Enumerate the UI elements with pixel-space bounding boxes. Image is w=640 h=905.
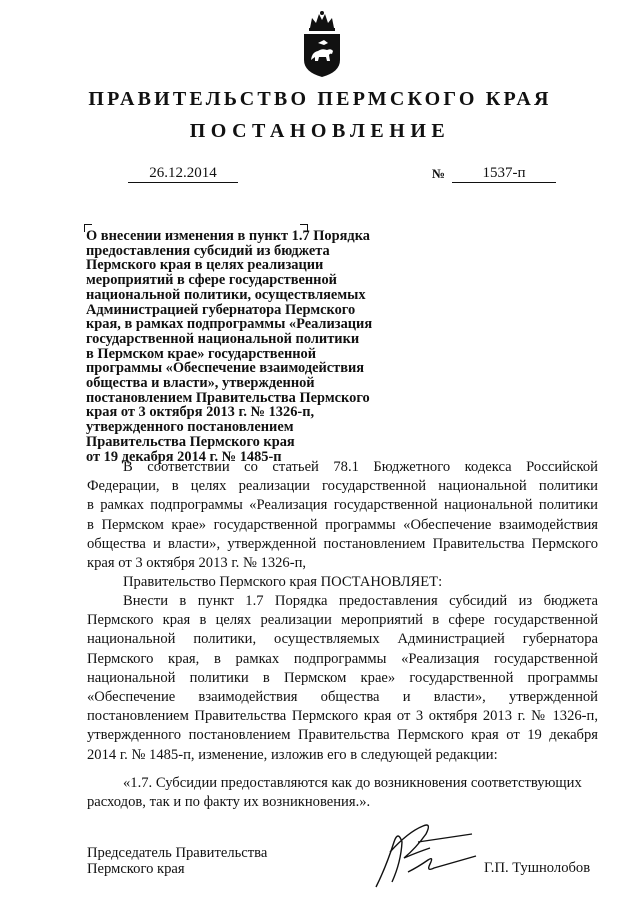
paragraph-line: в Пермском крае» государственной программы «Обеспечение взаимодействия [87,516,598,533]
paragraph-line: Пермского края в целях реализации мероприятий в сфере государственной [87,612,598,629]
title-line: от 19 декабря 2014 г. № 1485-п [86,448,282,465]
paragraph-line: в рамках подпрограммы «Реализация государственной национальной политики [87,497,598,514]
document-type-heading: ПОСТАНОВЛЕНИЕ [189,120,451,142]
resolution-statement [87,573,598,592]
paragraph-line: «1.7. Субсидии предоставляются как до возникновения соответствующих [123,775,582,791]
preamble-paragraph [87,458,598,573]
title-line: Администрацией губернатора Пермского [86,301,356,318]
signer-position-line: Председатель Правительства [87,845,268,861]
title-line: государственной национальной политики [86,330,360,347]
document-number: 1537-п [452,164,556,183]
amendment-paragraph [87,592,598,765]
title-line: края от 3 октября 2013 г. № 1326-п, [86,404,315,421]
coat-of-arms-icon [300,10,344,78]
paragraph-line: Правительство Пермского края ПОСТАНОВЛЯЕТ: [123,574,443,590]
signer-name: Г.П. Тушнолобов [484,860,591,876]
title-line: предоставления субсидий из бюджета [86,242,330,259]
paragraph-line: «Обеспечение взаимодействия общества и власти», утвержденной [87,689,598,706]
title-line: национальной политики, осуществляемых [86,286,366,303]
title-line: в Пермском крае» государственной [86,345,317,362]
signer-position [87,845,267,877]
paragraph-line: Внести в пункт 1.7 Порядка предоставления субсидий из бюджета [123,593,598,609]
document-title [86,228,373,465]
amended-text-quote [87,774,598,812]
title-line: О внесении изменения в пункт 1.7 Порядка [86,228,370,244]
number-label: № [432,166,446,181]
paragraph-line: национальной политики, осуществляемых Администрацией губернатора [87,631,598,648]
paragraph-line: общества и власти», утвержденной постановлением Правительства Пермского [87,535,598,552]
title-line: программы «Обеспечение взаимодействия [86,360,365,377]
document-date: 26.12.2014 [128,164,238,183]
paragraph-line: Федерации, в целях реализации государственной национальной политики [87,478,598,495]
title-line: Пермского края в целях реализации [86,257,324,274]
title-line: Правительства Пермского края [86,433,295,450]
handwritten-signature-icon [368,812,480,892]
paragraph-line: 2014 г. № 1485-п, изменение, изложив его в следующей редакции: [87,746,498,763]
signer-position-line: Пермского края [87,861,185,877]
paragraph-line: края от 3 октября 2013 г. № 1326-п, [87,555,307,572]
title-line: утвержденного постановлением [86,419,294,436]
title-line: общества и власти», утвержденной [86,375,315,392]
title-line: постановлением Правительства Пермского [86,389,370,406]
paragraph-line: В соответствии со статьей 78.1 Бюджетного кодекса Российской [123,459,598,475]
paragraph-line: утвержденного постановлением Правительства Пермского края от 19 декабря [87,727,598,744]
government-heading: ПРАВИТЕЛЬСТВО ПЕРМСКОГО КРАЯ [88,88,552,110]
title-line: мероприятий в сфере государственной [86,272,337,289]
title-line: края, в рамках подпрограммы «Реализация [86,316,373,333]
paragraph-line: Пермского края, в рамках подпрограммы «Реализация государственной [87,650,598,667]
paragraph-line: расходов, так и по факту их возникновения.». [87,794,371,811]
paragraph-line: национальной политики в Пермском крае» государственной программы [87,669,598,686]
paragraph-line: постановлением Правительства Пермского края от 3 октября 2013 г. № 1326-п, [87,708,598,725]
